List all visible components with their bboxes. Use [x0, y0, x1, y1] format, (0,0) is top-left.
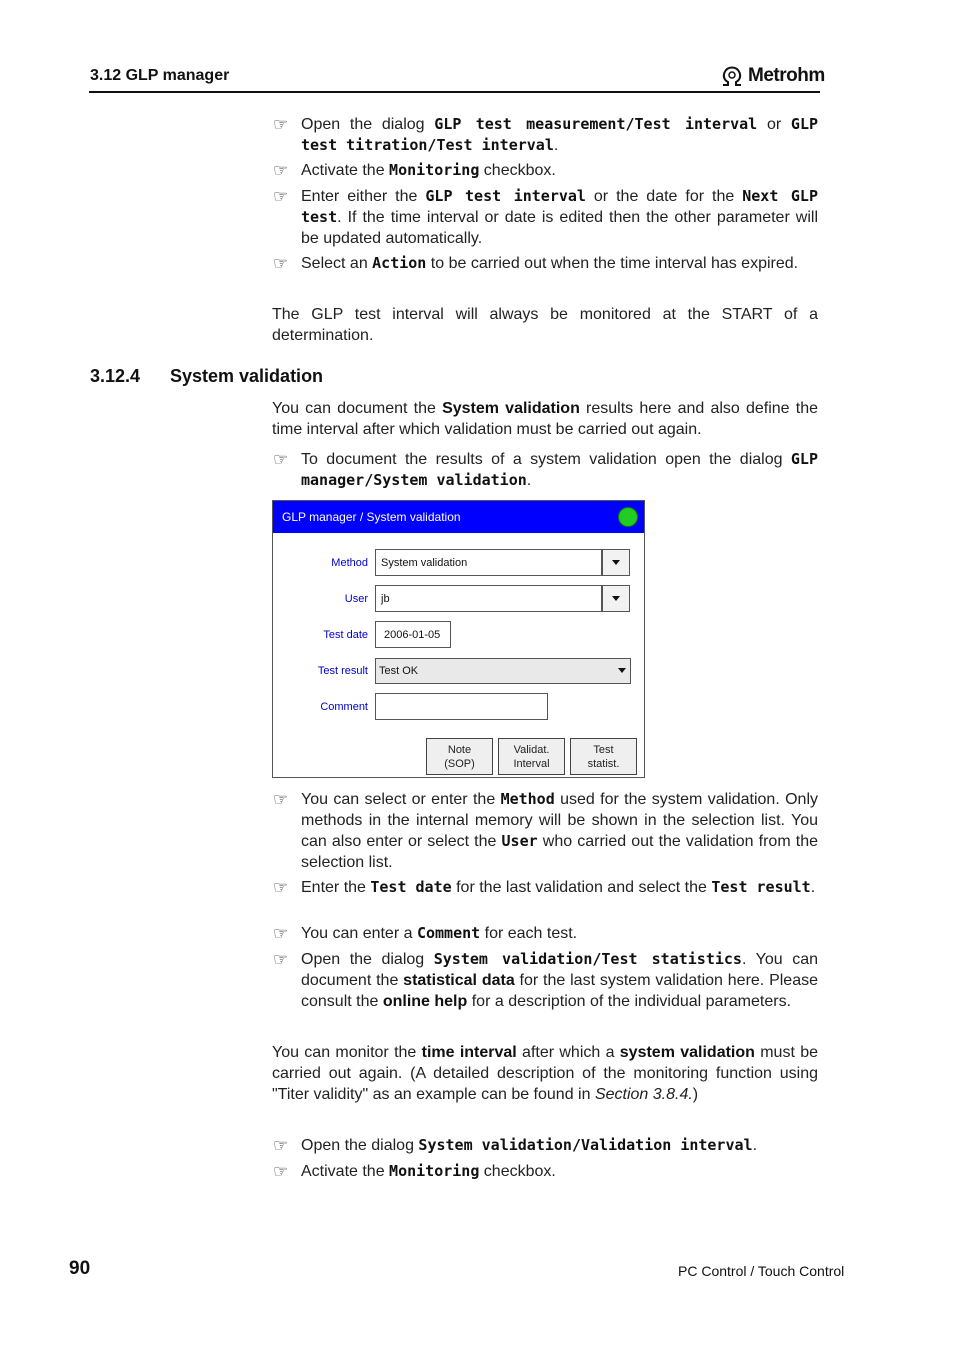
- text-run: ): [692, 1086, 699, 1103]
- paragraph-monitoring-note: The GLP test interval will always be monitored at the START of a determination.: [272, 306, 818, 344]
- test-result-label: Test result: [317, 665, 368, 677]
- intro-text-c: results here and also define the time interval after which validation must be carried out again.: [272, 400, 819, 438]
- system-validation-dialog: [272, 500, 645, 778]
- ui-term: Test result: [711, 878, 811, 896]
- instruction-item: [273, 253, 818, 295]
- text-run: .: [526, 472, 532, 489]
- pointing-hand-icon: ☞: [273, 950, 289, 969]
- text-run: to be carried out when the time interval has expired.: [426, 255, 799, 272]
- metrohm-logo: [720, 64, 825, 88]
- ui-term: GLP manager/System validation: [301, 450, 818, 489]
- ui-term: Action: [372, 254, 427, 272]
- user-field[interactable]: jb: [375, 585, 602, 612]
- instruction-item: [273, 949, 818, 1033]
- note-sop-button-line1: Note: [447, 744, 472, 756]
- ui-term: Next GLP test: [301, 187, 818, 226]
- ui-term: GLP test measurement/Test interval: [434, 115, 758, 133]
- chevron-down-icon: [612, 560, 620, 565]
- ui-term: Comment: [416, 924, 481, 942]
- ui-term: Monitoring: [389, 161, 480, 179]
- instruction-text: [301, 1135, 818, 1156]
- text-run: Open the dialog: [301, 116, 435, 133]
- method-label: Method: [331, 557, 368, 569]
- text-run: must be carried out again. (A detailed description of the monitoring function using "Titer validity" as an example can be found in: [272, 1044, 818, 1103]
- text-run: used for the system validation. Only methods in the internal memory will be shown in the selection list. You can also enter or select the: [301, 791, 819, 850]
- instruction-text: [301, 789, 818, 873]
- paragraph-intro: [272, 398, 818, 440]
- ui-term: Method: [500, 790, 555, 808]
- pointing-hand-icon: ☞: [273, 790, 289, 809]
- text-run: Open the dialog: [301, 1137, 419, 1154]
- user-dropdown-button[interactable]: [602, 585, 630, 612]
- instruction-text: [301, 449, 818, 491]
- instruction-text: [301, 923, 818, 944]
- user-label: User: [344, 593, 368, 605]
- section-title: System validation: [170, 366, 324, 386]
- text-run: Enter either the: [301, 188, 426, 205]
- test-statistics-button-line1: Test: [593, 744, 614, 756]
- section-number: 3.12.4: [90, 366, 141, 386]
- text-run: . If the time interval or date is edited then the other parameter will be updated automatically.: [301, 209, 818, 247]
- dialog-title: GLP manager / System validation: [282, 510, 461, 524]
- test-result-value: Test OK: [379, 665, 419, 677]
- instruction-item: [273, 449, 818, 491]
- ui-term: System validation/Test statistics: [433, 950, 742, 968]
- text-run: .: [810, 879, 816, 896]
- method-dropdown-button[interactable]: [602, 549, 630, 576]
- text-run: after which a: [516, 1044, 620, 1061]
- bold-term: statistical data: [403, 972, 515, 989]
- test-date-field[interactable]: 2006-01-05: [375, 621, 451, 648]
- method-field[interactable]: System validation: [375, 549, 602, 576]
- instruction-item: [273, 1161, 818, 1182]
- validation-interval-button[interactable]: [498, 738, 565, 775]
- chevron-down-icon: [612, 596, 620, 601]
- test-date-label: Test date: [323, 629, 368, 641]
- instruction-item: [273, 789, 818, 873]
- instruction-text: [301, 186, 818, 249]
- page-number: 90: [69, 1258, 91, 1279]
- pointing-hand-icon: ☞: [273, 254, 289, 273]
- instruction-item: [273, 877, 818, 919]
- pointing-hand-icon: ☞: [273, 450, 289, 469]
- text-run: or the date for the: [585, 188, 743, 205]
- note-sop-button[interactable]: [426, 738, 493, 775]
- ui-term: Monitoring: [389, 1162, 480, 1180]
- text-run: Select an: [301, 255, 373, 272]
- ui-term: System validation/Validation interval: [418, 1136, 753, 1154]
- chevron-down-icon: [618, 668, 626, 673]
- text-run: or: [757, 116, 791, 133]
- intro-text-a: You can document the: [272, 400, 443, 417]
- instruction-text: [301, 1161, 818, 1182]
- test-statistics-button-line2: statist.: [587, 758, 620, 770]
- text-run: Activate the: [301, 1163, 390, 1180]
- text-run: for each test.: [480, 925, 578, 942]
- dialog-title-bar: [273, 501, 644, 533]
- text-run: for the last validation and select the: [451, 879, 712, 896]
- text-run: for a description of the individual parameters.: [467, 993, 792, 1010]
- instruction-item: [273, 1135, 818, 1156]
- cross-reference: Section 3.8.4.: [594, 1086, 693, 1103]
- bold-term: system validation: [619, 1044, 755, 1061]
- pointing-hand-icon: ☞: [273, 1162, 289, 1181]
- pointing-hand-icon: ☞: [273, 115, 289, 134]
- text-run: To document the results of a system validation open the dialog: [301, 451, 791, 468]
- comment-label: Comment: [320, 701, 368, 713]
- instruction-text: [301, 949, 818, 1012]
- intro-text-bold: System validation: [442, 400, 580, 417]
- instruction-text: [301, 253, 818, 274]
- instruction-item: [273, 160, 818, 181]
- status-led-icon: [618, 507, 638, 527]
- section-heading: [90, 366, 323, 387]
- test-result-select[interactable]: [375, 658, 631, 684]
- text-run: You can monitor the: [272, 1044, 422, 1061]
- validation-interval-button-line1: Validat.: [513, 744, 550, 756]
- text-run: . You can document the: [301, 951, 819, 989]
- text-run: .: [553, 137, 559, 154]
- instruction-item: [273, 114, 818, 156]
- text-run: You can select or enter the: [301, 791, 501, 808]
- text-run: who carried out the validation from the selection list.: [301, 833, 818, 871]
- instruction-text: [301, 114, 818, 156]
- instruction-item: [273, 186, 818, 249]
- running-header-section: 3.12 GLP manager: [90, 67, 230, 84]
- bold-term: time interval: [421, 1044, 517, 1061]
- footer-product: PC Control / Touch Control: [678, 1263, 845, 1279]
- text-run: checkbox.: [479, 162, 556, 179]
- ui-term: Test date: [370, 878, 452, 896]
- text-run: Activate the: [301, 162, 390, 179]
- ui-term: User: [501, 832, 538, 850]
- text-run: .: [752, 1137, 758, 1154]
- validation-interval-button-line2: Interval: [513, 758, 550, 770]
- pointing-hand-icon: ☞: [273, 878, 289, 897]
- bold-term: online help: [382, 993, 468, 1010]
- instruction-text: [301, 877, 818, 898]
- metrohm-logo-text: Metrohm: [748, 65, 825, 86]
- pointing-hand-icon: ☞: [273, 161, 289, 180]
- text-run: checkbox.: [479, 1163, 556, 1180]
- paragraph-monitoring: [272, 1042, 818, 1105]
- text-run: You can enter a: [301, 925, 417, 942]
- pointing-hand-icon: ☞: [273, 924, 289, 943]
- text-run: for the last system validation here. Please consult the: [301, 972, 819, 1010]
- text-run: Open the dialog: [301, 951, 434, 968]
- test-statistics-button[interactable]: [570, 738, 637, 775]
- header-rule: [89, 91, 820, 93]
- ui-term: GLP test titration/Test interval: [301, 115, 819, 154]
- pointing-hand-icon: ☞: [273, 1136, 289, 1155]
- pointing-hand-icon: ☞: [273, 187, 289, 206]
- instruction-text: [301, 160, 818, 181]
- comment-field[interactable]: [375, 693, 548, 720]
- note-sop-button-line2: (SOP): [444, 758, 475, 770]
- text-run: Enter the: [301, 879, 371, 896]
- instruction-item: [273, 923, 818, 944]
- ui-term: GLP test interval: [425, 187, 586, 205]
- metrohm-omega-icon: [720, 65, 744, 87]
